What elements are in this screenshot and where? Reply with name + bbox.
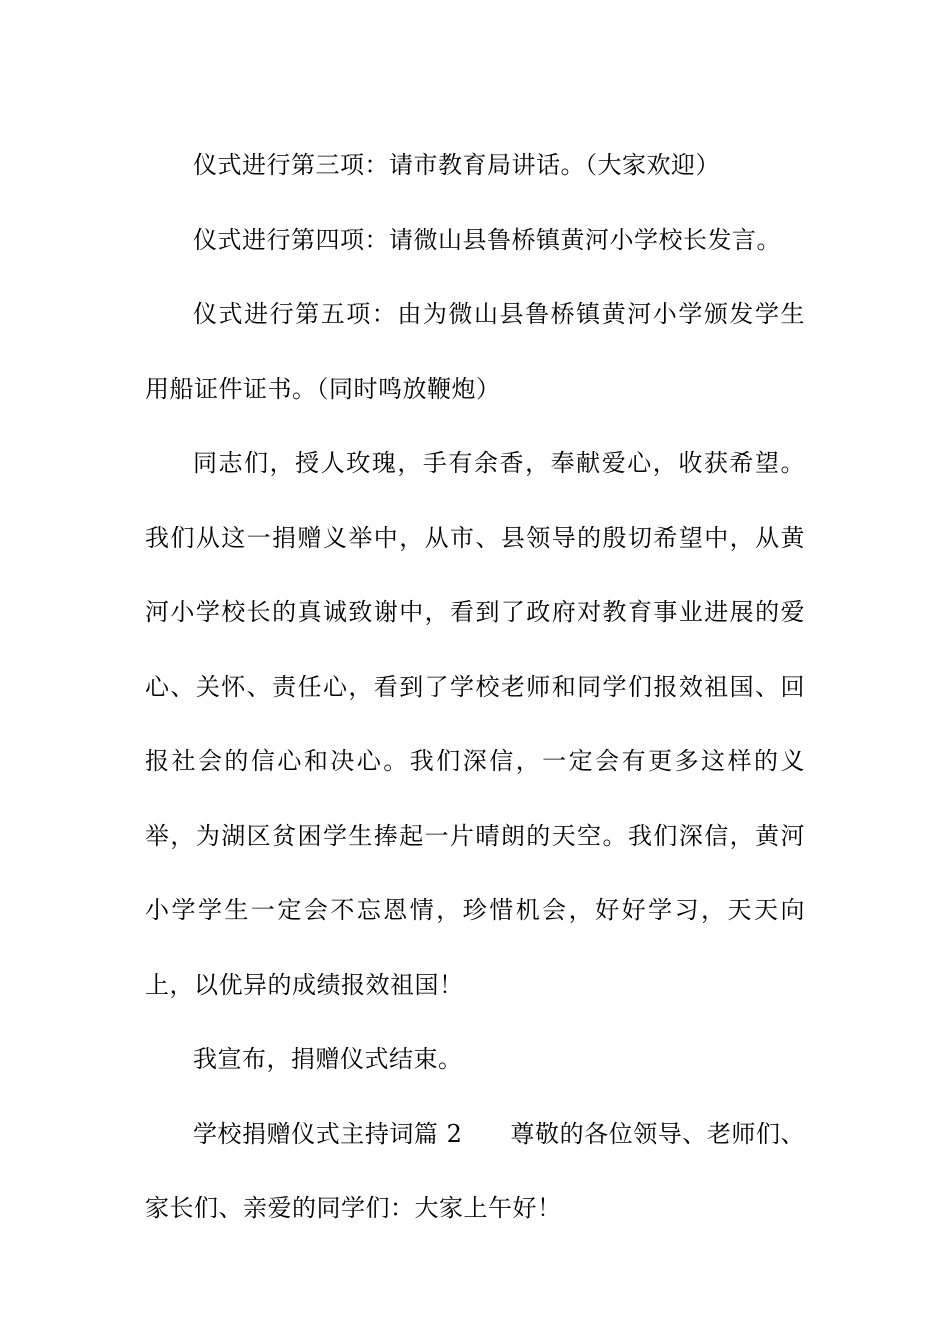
paragraph-item-3: 仪式进行第三项：请市教育局讲话。（大家欢迎） — [193, 151, 720, 179]
document-body — [145, 128, 805, 1246]
paragraph-announcement: 我宣布，捐赠仪式结束。 — [193, 1045, 463, 1073]
section-heading: 学校捐赠仪式主持词篇 2 — [193, 1119, 463, 1148]
paragraph-item-5: 仪式进行第五项：由为微山县鲁桥镇黄河小学颁发学生用船证件证书。（同时鸣放鞭炮） — [145, 300, 805, 403]
paragraph-closing-remarks: 同志们，授人玫瑰，手有余香，奉献爱心，收获希望。我们从这一捐赠义举中，从市、县领导的殷切希望中，从黄河小学校长的真诚致谢中，看到了政府对教育事业进展的爱心、关怀、责任心，看到了学校老师和同学们报效祖国、回报社会的信心和决心。我们深信，一定会有更多这样的义举，为湖区贫困学生捧起一片晴朗的天空。我们深信，黄河小学学生一定会不忘恩情，珍惜机会，好好学习，天天向上，以优异的成绩报效祖国！ — [145, 449, 805, 999]
paragraph-section-2 — [145, 1097, 805, 1246]
greeting-text: 尊敬的各位领导、老师们、家长们、亲爱的同学们：大家上午好！ — [145, 1119, 805, 1222]
paragraph-item-4: 仪式进行第四项：请微山县鲁桥镇黄河小学校长发言。 — [193, 225, 781, 254]
